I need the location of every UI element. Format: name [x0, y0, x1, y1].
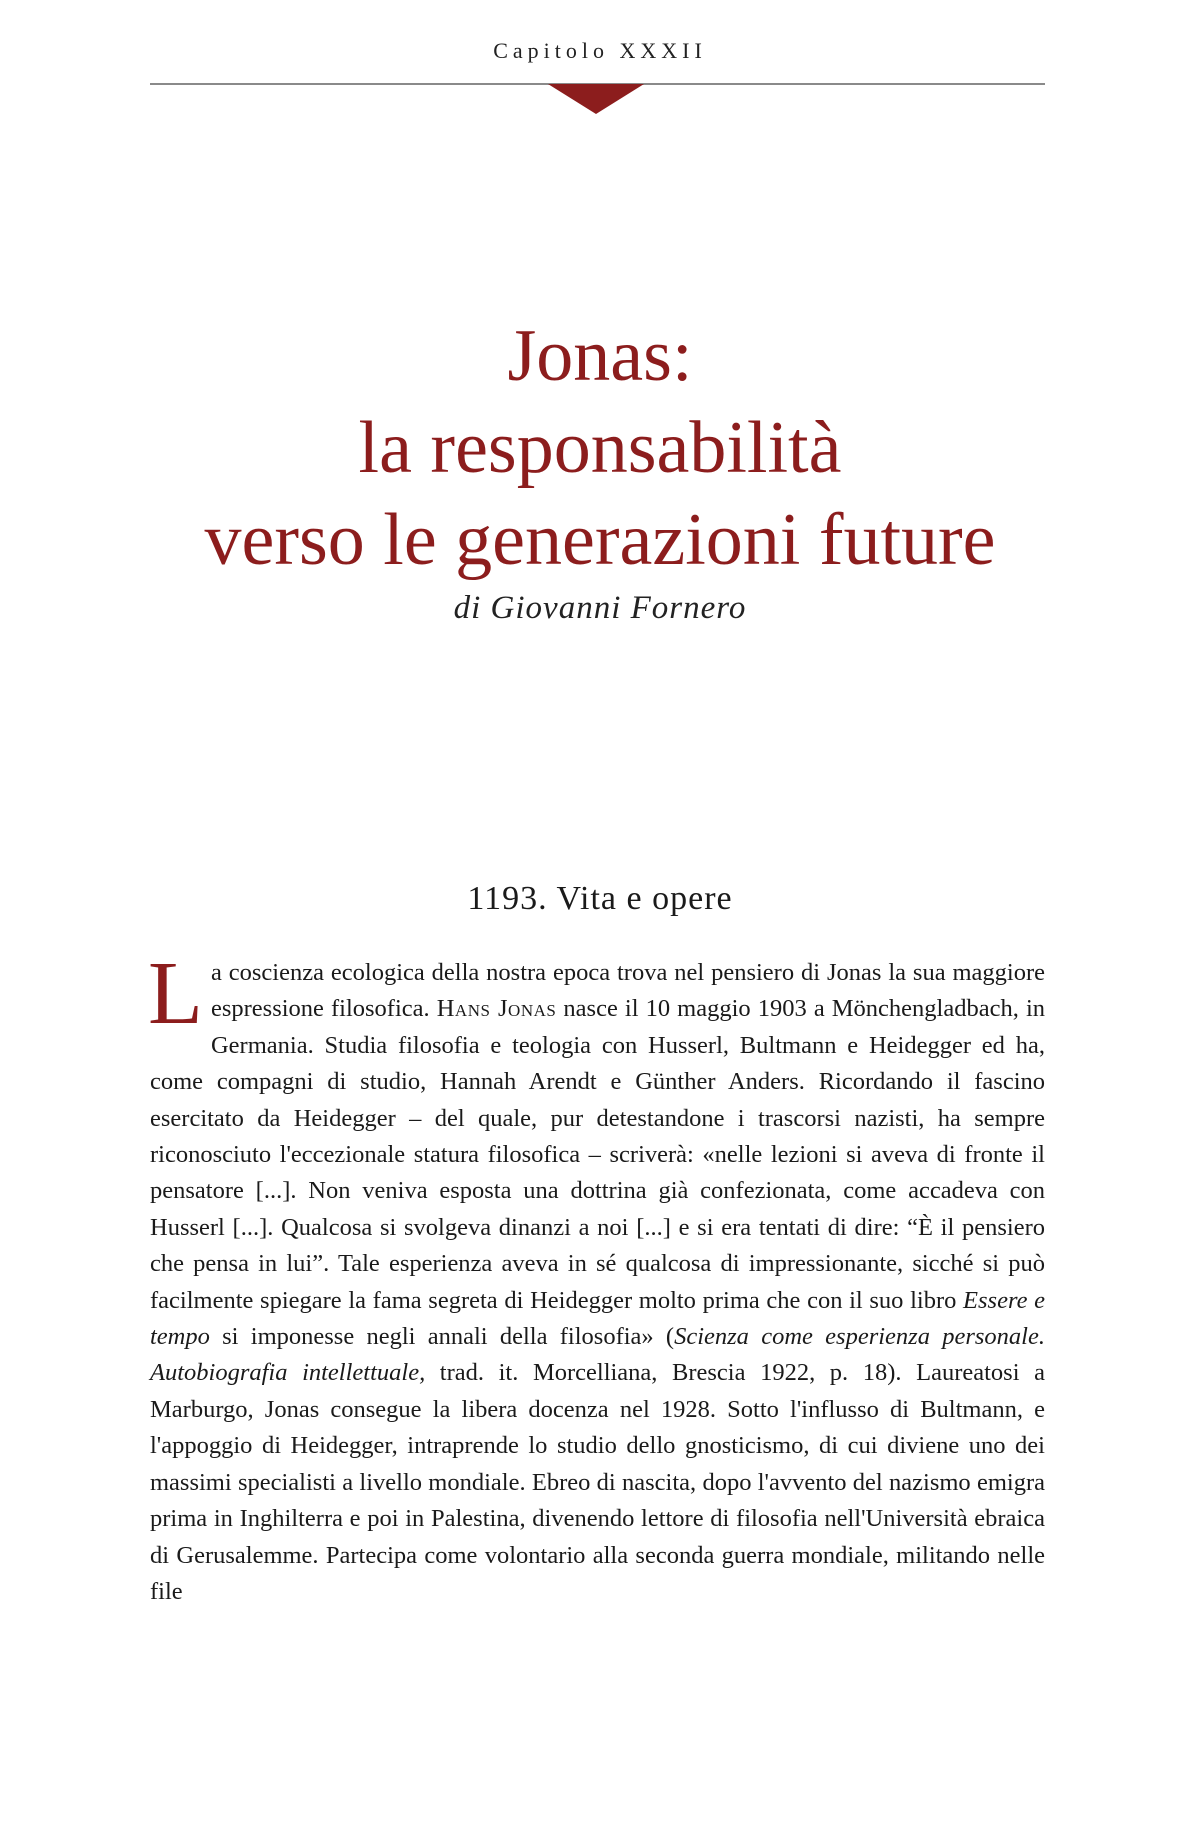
source-title: Scienza come esperienza personale. Autobiografia intellettuale, — [150, 1323, 1045, 1387]
body-text-part-2: nasce il 10 maggio 1903 a Mönchengladbach, in Germania. Studia filosofia e teologia con Husserl, Bultmann e Heidegger ed ha, come compagni di studio, Hannah Arendt e Günther Anders. Ricordando il fascino esercitato da Heidegger – del quale, pur detestandone i trascorsi nazisti, ha sempre riconosciuto l'eccezionale statura filosofica – scriverà: «nelle lezioni si aveva di fronte il pensatore [...]. Non veniva esposta una dottrina già confezionata, come accadeva con Husserl [...]. Qualcosa si svolgeva dinanzi a noi [...] e si era tentati di dire: “È il pensiero che pensa in lui”. Tale esperienza aveva in sé qualcosa di impressionante, sicché si può facilmente spiegare la fama segreta di Heidegger molto prima che con il suo libro — [150, 995, 1045, 1314]
chapter-title-block — [0, 310, 1200, 627]
title-line-3: verso le generazioni future — [204, 499, 996, 581]
book-title: Essere e tempo — [150, 1286, 1045, 1351]
body-paragraph — [148, 944, 1045, 1610]
title-line-1: Jonas: — [507, 315, 693, 397]
body-text-part-3: si imponesse negli annali della filosofia» ( — [209, 1323, 675, 1351]
section-heading: 1193. Vita e opere — [467, 880, 733, 917]
author-name-smallcaps: Hans Jonas — [436, 995, 557, 1023]
header-triangle-marker — [548, 84, 644, 114]
body-text-part-1: a coscienza ecologica della nostra epoca trova nel pensiero di Jonas la sua maggiore espressione filosofica. — [210, 959, 1045, 1023]
author-byline: di Giovanni Fornero — [453, 590, 747, 626]
body-text-part-4: trad. it. Morcelliana, Brescia 1922, p. 18). Laureatosi a Marburgo, Jonas consegue la libera docenza nel 1928. Sotto l'influsso di Bultmann, e l'appoggio di Heidegger, intraprende lo studio dello gnosticismo, di cui diviene uno dei massimi specialisti a livello mondiale. Ebreo di nascita, dopo l'avvento del nazismo emigra prima in Inghilterra e poi in Palestina, divenendo lettore di filosofia nell'Università ebraica di Gerusalemme. Partecipa come volontario alla seconda guerra mondiale, militando nelle file — [150, 1359, 1045, 1605]
title-line-2: la responsabilità — [358, 407, 842, 489]
drop-cap: L — [148, 944, 203, 1043]
chapter-label: Capitolo XXXII — [493, 38, 707, 63]
